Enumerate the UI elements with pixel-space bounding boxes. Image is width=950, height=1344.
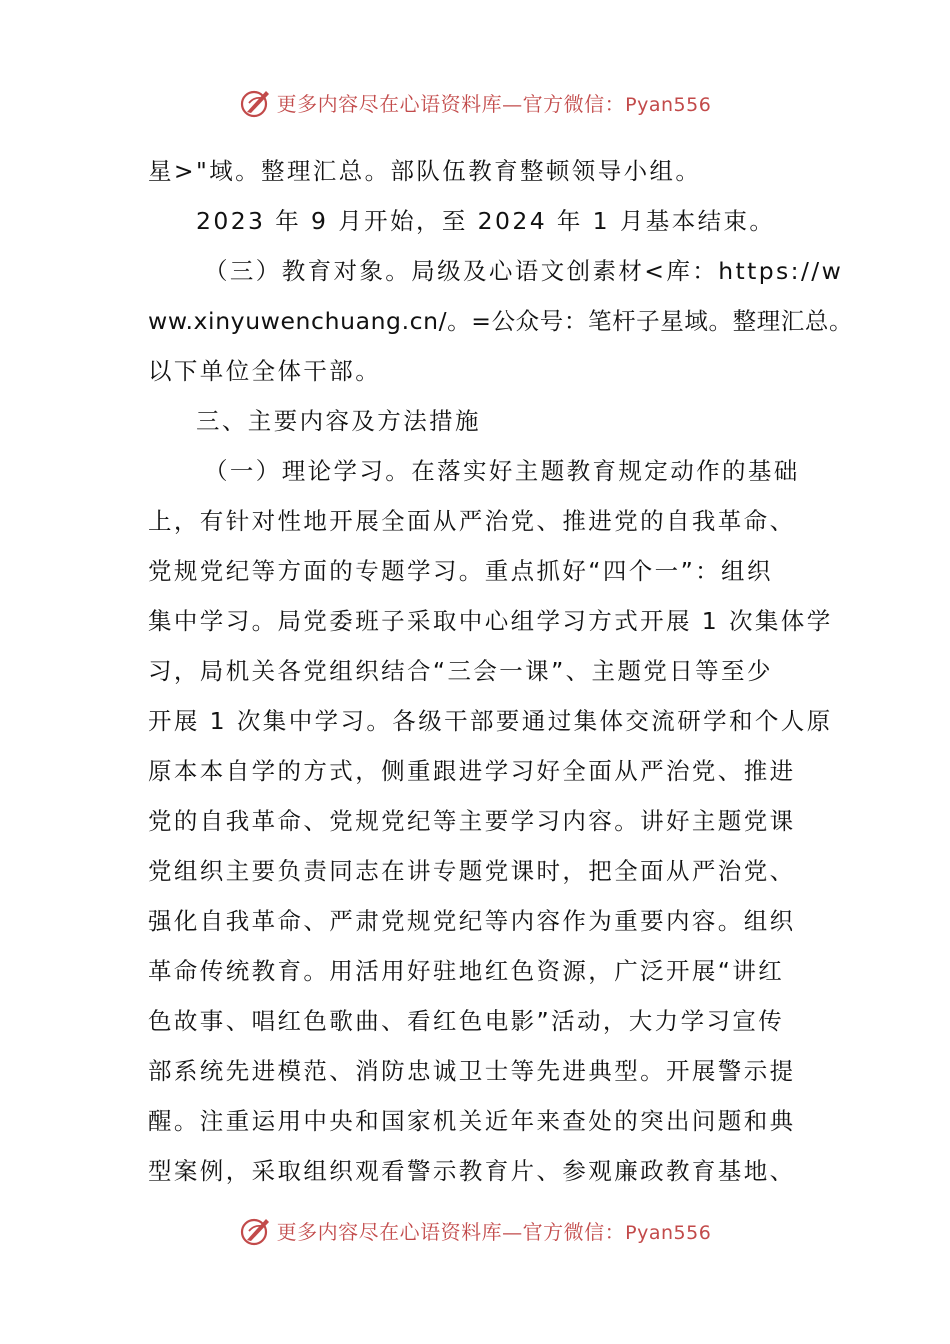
body-line: 色故事、唱红色歌曲、看红色电影”活动，大力学习宣传 [148,1007,785,1035]
body-line: （一）理论学习。在落实好主题教育规定动作的基础 [204,457,800,485]
body-line: 2023 年 9 月开始，至 2024 年 1 月基本结束。 [196,207,776,235]
body-line: 醒。注重运用中央和国家机关近年来查处的突出问题和典 [148,1107,796,1135]
watermark-banner-top [0,82,950,122]
quill-logo-icon [239,85,273,119]
body-line: 强化自我革命、严肃党规党纪等内容作为重要内容。组织 [148,907,796,935]
body-line: 党规党纪等方面的专题学习。重点抓好“四个一”：组织 [148,557,773,585]
watermark-text [277,88,712,117]
watermark-main-text: 更多内容尽在心语资料库—官方微信： [276,91,626,116]
body-line: 型案例，采取组织观看警示教育片、参观廉政教育基地、 [148,1157,796,1185]
body-line: （三）教育对象。局级及心语文创素材<库：https://w [204,257,844,285]
watermark-main-text: 更多内容尽在心语资料库—官方微信： [276,1219,626,1244]
quill-logo-icon [239,1213,273,1247]
watermark-wechat-id: Pyan556 [625,93,712,116]
watermark-banner-bottom [0,1210,950,1250]
body-line: ww.xinyuwenchuang.cn/。=公众号：笔杆子星域。整理汇总。 [148,307,854,335]
body-line: 集中学习。局党委班子采取中心组学习方式开展 1 次集体学 [148,607,833,635]
watermark-text [277,1216,712,1245]
body-line: 开展 1 次集中学习。各级干部要通过集体交流研学和个人原 [148,707,833,735]
body-line: 党组织主要负责同志在讲专题党课时，把全面从严治党、 [148,857,796,885]
body-line: 革命传统教育。用活用好驻地红色资源，广泛开展“讲红 [148,957,785,985]
body-line: 党的自我革命、党规党纪等主要学习内容。讲好主题党课 [148,807,796,835]
body-line: 星>"域。整理汇总。部队伍教育整顿领导小组。 [148,157,702,185]
body-line: 习，局机关各党组织结合“三会一课”、主题党日等至少 [148,657,773,685]
body-line: 原本本自学的方式，侧重跟进学习好全面从严治党、推进 [148,757,796,785]
section-heading: 三、主要内容及方法措施 [196,407,481,435]
body-line: 上，有针对性地开展全面从严治党、推进党的自我革命、 [148,507,796,535]
body-line: 部系统先进模范、消防忠诚卫士等先进典型。开展警示提 [148,1057,796,1085]
watermark-wechat-id: Pyan556 [625,1221,712,1244]
document-body [148,146,854,1196]
body-line: 以下单位全体干部。 [148,357,382,385]
